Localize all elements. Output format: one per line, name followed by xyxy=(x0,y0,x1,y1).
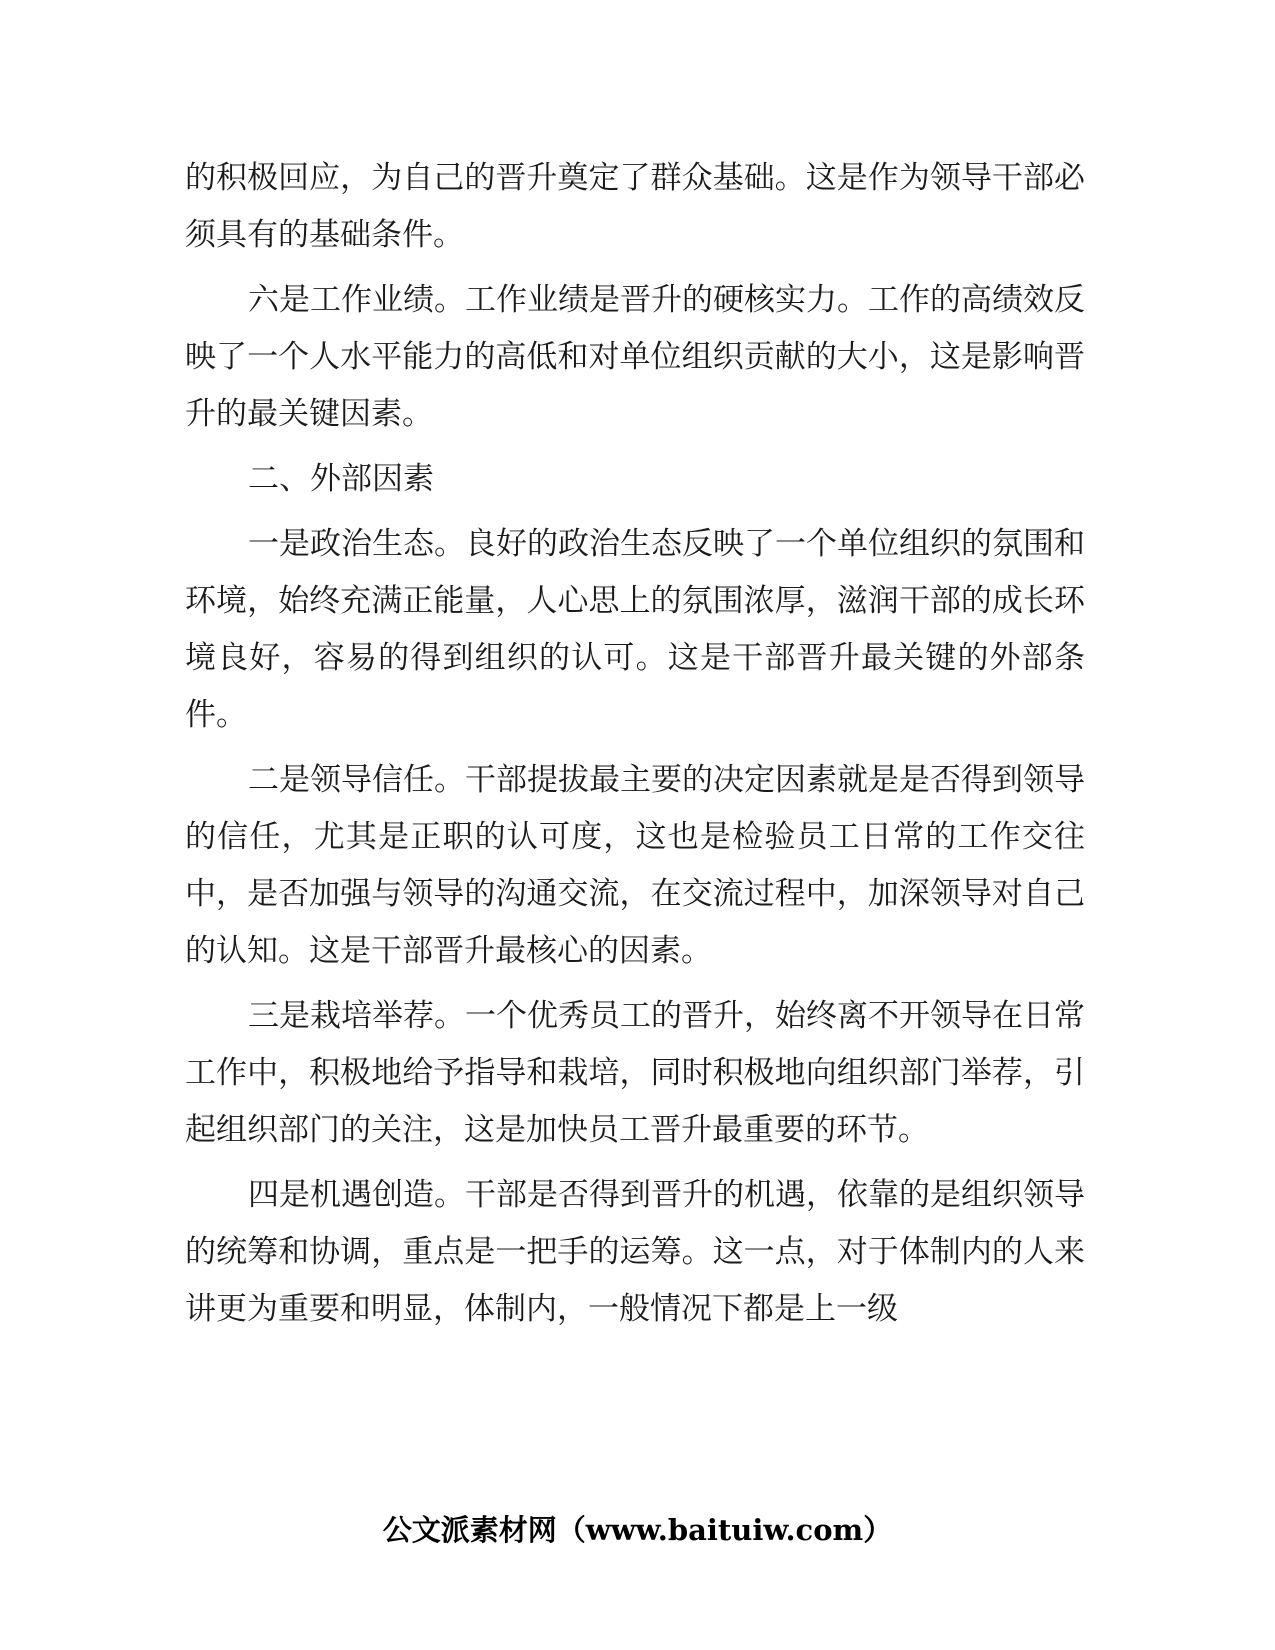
paragraph-work-performance: 六是工作业绩。工作业绩是晋升的硬核实力。工作的高绩效反映了一个人水平能力的高低和对单位组织贡献的大小，这是影响晋升的最关键因素。 xyxy=(185,282,1085,432)
paragraph-leadership-trust: 二是领导信任。干部提拔最主要的决定因素就是是否得到领导的信任，尤其是正职的认可度，这也是检验员工日常的工作交往中，是否加强与领导的沟通交流，在交流过程中，加深领导对自己的认知。这是干部晋升最核心的因素。 xyxy=(185,762,1085,969)
paragraph-political-ecology: 一是政治生态。良好的政治生态反映了一个单位组织的氛围和环境，始终充满正能量，人心思上的氛围浓厚，滋润干部的成长环境良好，容易的得到组织的认可。这是干部晋升最关键的外部条件。 xyxy=(185,526,1085,733)
paragraph-cultivation-recommendation: 三是栽培举荐。一个优秀员工的晋升，始终离不开领导在日常工作中，积极地给予指导和栽培，同时积极地向组织部门举荐，引起组织部门的关注，这是加快员工晋升最重要的环节。 xyxy=(185,998,1085,1148)
paragraph-continuation: 的积极回应，为自己的晋升奠定了群众基础。这是作为领导干部必须具有的基础条件。 xyxy=(185,160,1085,253)
footer-watermark: 公文派素材网（www.baituiw.com） xyxy=(382,1513,893,1547)
document-body xyxy=(185,150,1085,1346)
paragraph-opportunity-creation: 四是机遇创造。干部是否得到晋升的机遇，依靠的是组织领导的统筹和协调，重点是一把手的运筹。这一点，对于体制内的人来讲更为重要和明显，体制内，一般情况下都是上一级 xyxy=(185,1177,1085,1327)
section-heading-external-factors: 二、外部因素 xyxy=(248,461,434,497)
